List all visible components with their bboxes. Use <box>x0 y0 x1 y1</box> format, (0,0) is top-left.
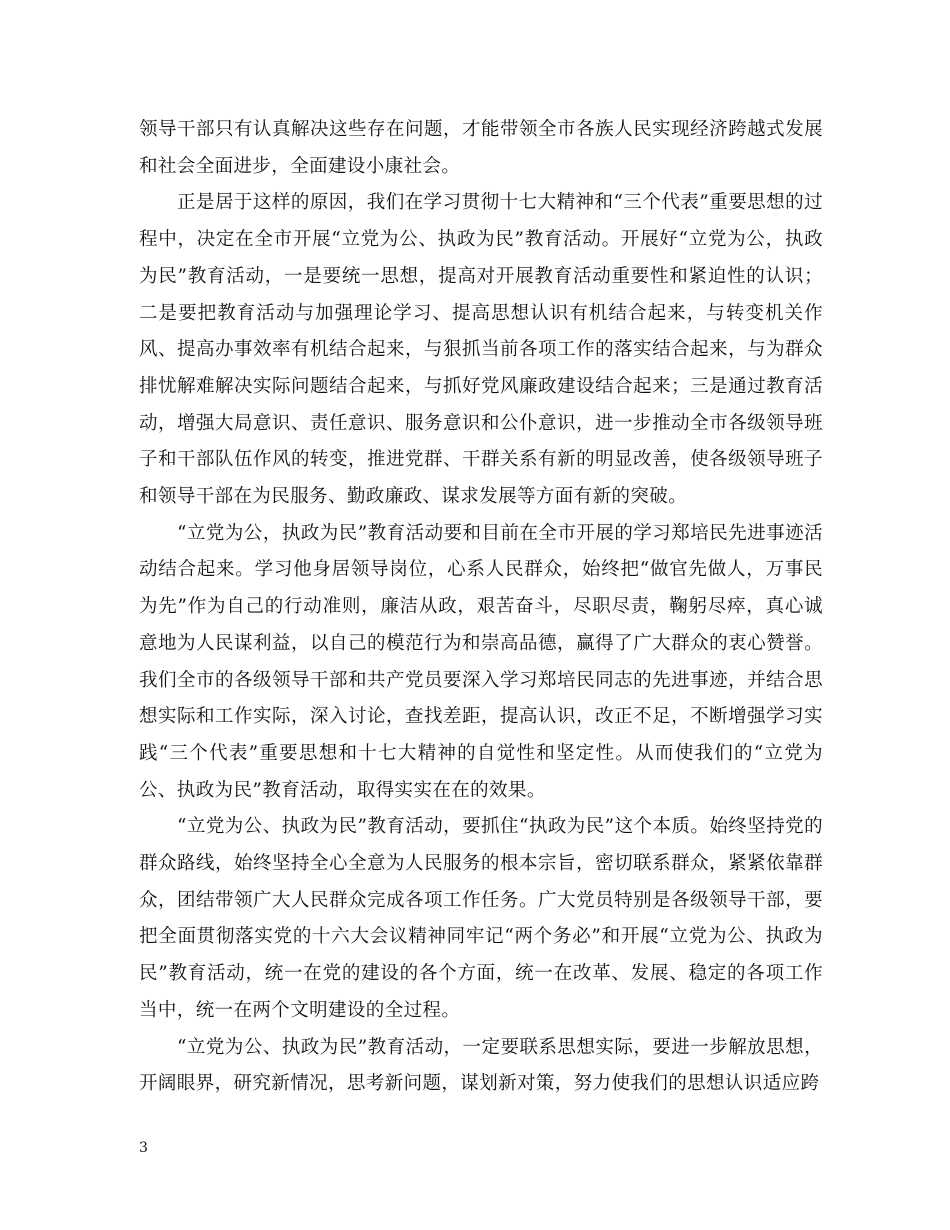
paragraph-2: 正是居于这样的原因，我们在学习贯彻十七大精神和“三个代表”重要思想的过程中，决定在全市开展“立党为公、执政为民”教育活动。开展好“立党为公，执政为民”教育活动，一是要统一思想，提高对开展教育活动重要性和紧迫性的认识；二是要把教育活动与加强理论学习、提高思想认识有机结合起来，与转变机关作风、提高办事效率有机结合起来，与狠抓当前各项工作的落实结合起来，与为群众排忧解难解决实际问题结合起来，与抓好党风廉政建设结合起来；三是通过教育活动，增强大局意识、责任意识、服务意识和公仆意识，进一步推动全市各级领导班子和干部队伍作风的转变，推进党群、干群关系有新的明显改善，使各级领导班子和领导干部在为民服务、勤政廉政、谋求发展等方面有新的突破。 <box>139 192 823 508</box>
body-text <box>139 112 823 1103</box>
paragraph-5: “立党为公、执政为民”教育活动，一定要联系思想实际，要进一步解放思想，开阔眼界，研究新情况，思考新问题，谋划新对策，努力使我们的思想认识适应跨 <box>139 1036 823 1095</box>
paragraph-1: 领导干部只有认真解决这些存在问题，才能带领全市各族人民实现经济跨越式发展和社会全面进步，全面建设小康社会。 <box>139 119 823 177</box>
paragraph-3: “立党为公，执政为民”教育活动要和目前在全市开展的学习郑培民先进事迹活动结合起来。学习他身居领导岗位，心系人民群众，始终把“做官先做人，万事民为先”作为自己的行动准则，廉洁从政，艰苦奋斗，尽职尽责，鞠躬尽瘁，真心诚意地为人民谋利益，以自己的模范行为和崇高品德，赢得了广大群众的衷心赞誉。我们全市的各级领导干部和共产党员要深入学习郑培民同志的先进事迹，并结合思想实际和工作实际，深入讨论，查找差距，提高认识，改正不足，不断增强学习实践“三个代表”重要思想和十七大精神的自觉性和坚定性。从而使我们的“立党为公、执政为民”教育活动，取得实实在在的效果。 <box>139 522 823 801</box>
page-number: 3 <box>139 1140 148 1156</box>
paragraph-4: “立党为公、执政为民”教育活动，要抓住“执政为民”这个本质。始终坚持党的群众路线，始终坚持全心全意为人民服务的根本宗旨，密切联系群众，紧紧依靠群众，团结带领广大人民群众完成各项工作任务。广大党员特别是各级领导干部，要把全面贯彻落实党的十六大会议精神同牢记“两个务必”和开展“立党为公、执政为民”教育活动，统一在党的建设的各个方面，统一在改革、发展、稳定的各项工作当中，统一在两个文明建设的全过程。 <box>139 816 823 1021</box>
